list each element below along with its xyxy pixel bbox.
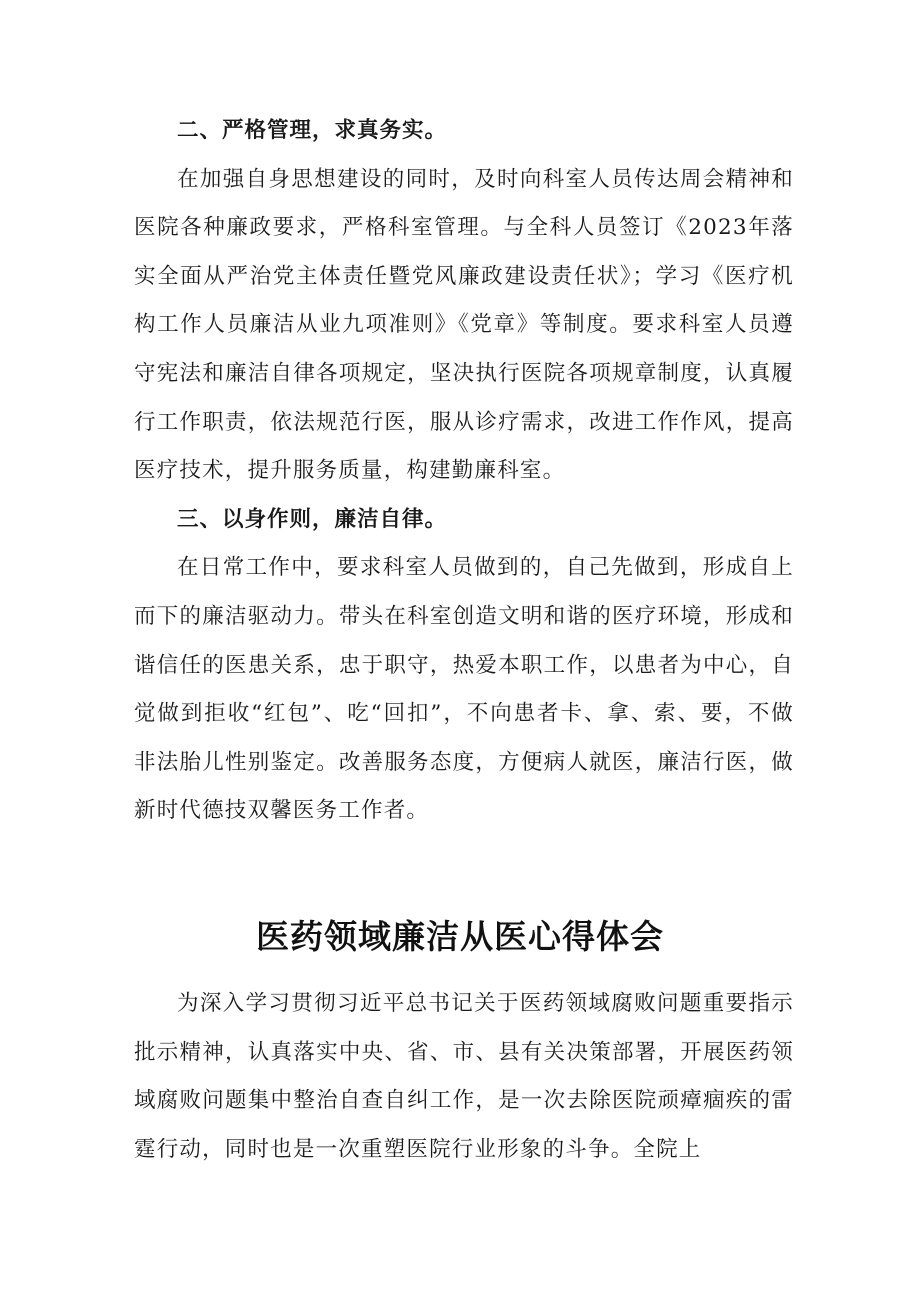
section-heading-lead-by-example: 三、以身作则，廉洁自律。 xyxy=(177,506,448,532)
section-paragraph-strict-management: 在加强自身思想建设的同时，及时向科室人员传达周会精神和医院各种廉政要求，严格科室管理。与全科人员签订《2023年落实全面从严治党主体责任暨党风廉政建设责任状》；学习《医疗机构工作人员廉洁从业九项准则》《党章》等制度。要求科室人员遵守宪法和廉洁自律各项规定，坚决执行医院各项规章制度，认真履行工作职责，依法规范行医，服从诊疗需求，改进工作作风，提高医疗技术，提升服务质量，构建勤廉科室。 xyxy=(134,166,794,484)
article-intro-paragraph: 为深入学习贯彻习近平总书记关于医药领域腐败问题重要指示批示精神，认真落实中央、省、市、县有关决策部署，开展医药领域腐败问题集中整治自查自纠工作，是一次去除医院顽瘴痼疾的雷霆行动，同时也是一次重塑医院行业形象的斗争。全院上 xyxy=(134,991,794,1162)
previous-article-continuation xyxy=(134,107,794,836)
section-paragraph-lead-by-example: 在日常工作中，要求科室人员做到的，自己先做到，形成自上而下的廉洁驱动力。带头在科室创造文明和谐的医疗环境，形成和谐信任的医患关系，忠于职守，热爱本职工作，以患者为中心，自觉做到拒收“红包”、吃“回扣”，不向患者卡、拿、索、要，不做非法胎儿性别鉴定。改善服务态度，方便病人就医，廉洁行医，做新时代德技双馨医务工作者。 xyxy=(134,555,794,824)
article-title: 医药领域廉洁从医心得体会 xyxy=(256,917,664,957)
section-heading-strict-management: 二、严格管理，求真务实。 xyxy=(177,118,448,143)
article-body xyxy=(134,980,794,1174)
